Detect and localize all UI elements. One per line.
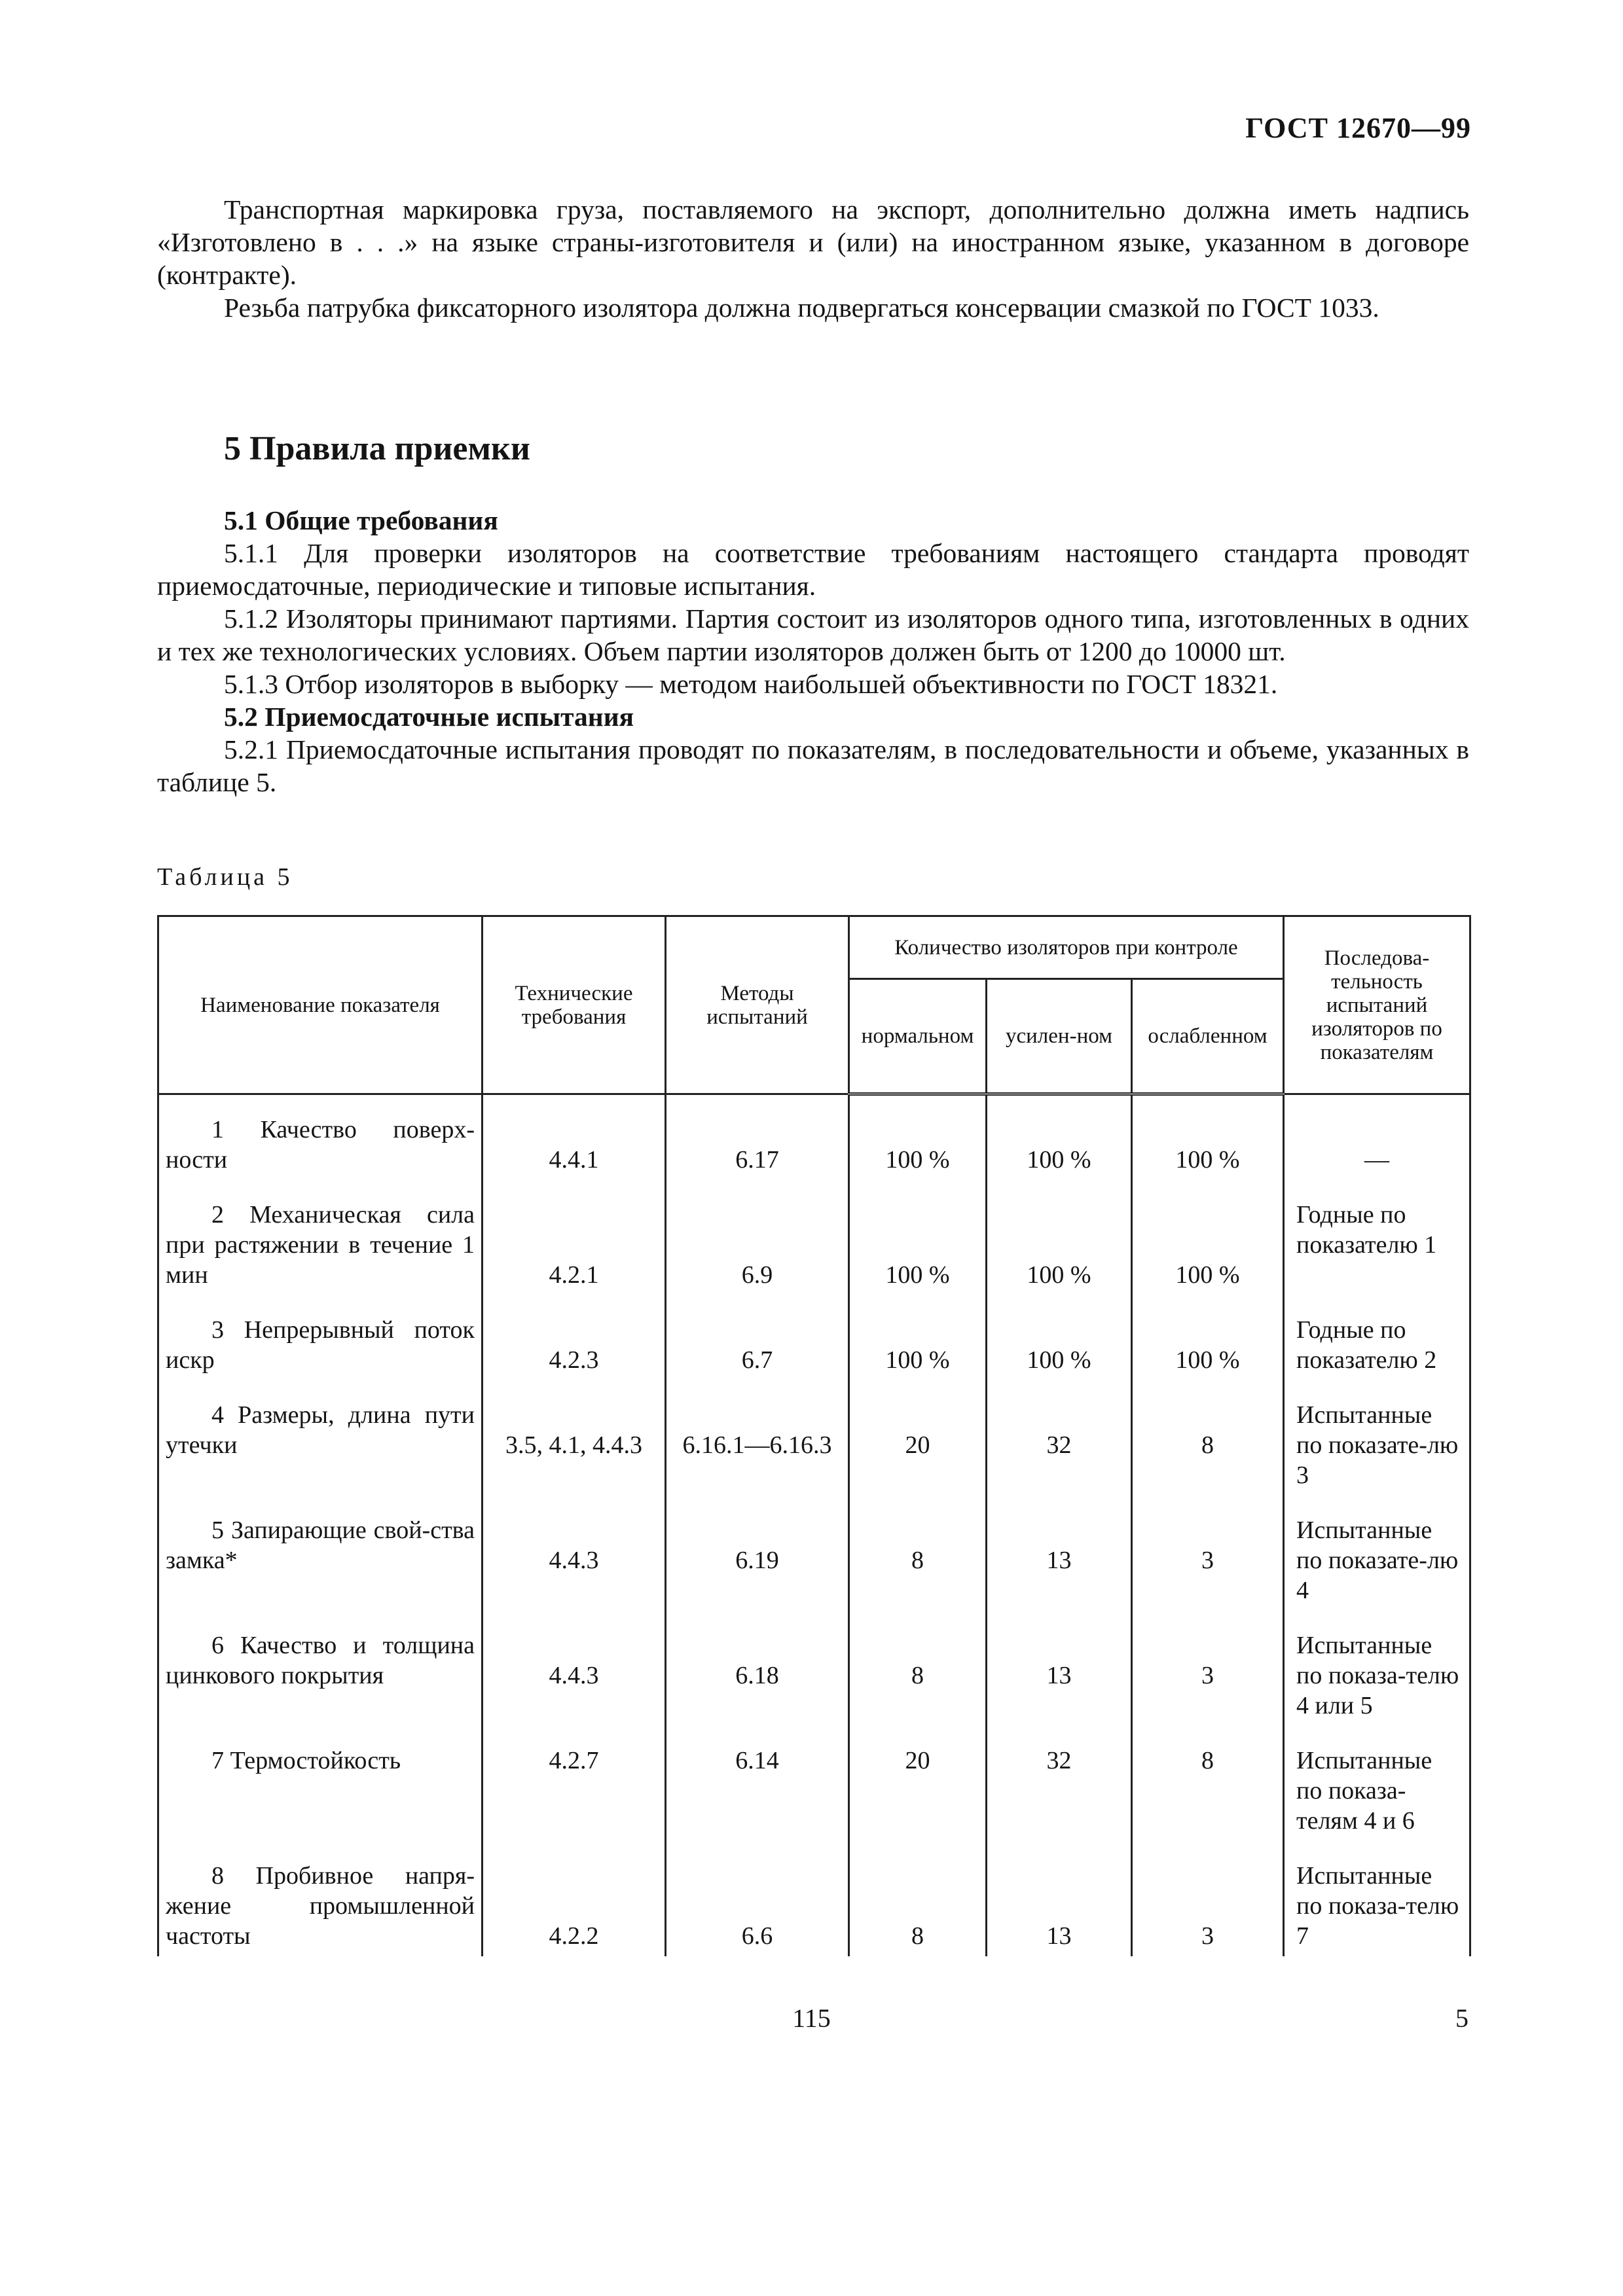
row-strict: 13 xyxy=(987,1611,1132,1726)
row-normal: 100 % xyxy=(849,1094,987,1181)
row-sequence: — xyxy=(1284,1094,1470,1181)
row-strict: 100 % xyxy=(987,1180,1132,1295)
row-tech: 4.4.1 xyxy=(483,1094,666,1181)
clause-5-2-1: 5.2.1 Приемосдаточные испытания проводят по показателям, в последовательности и объеме, указанных в таблице 5. xyxy=(157,734,1469,797)
table-row xyxy=(158,1295,1470,1380)
row-name: 8 Пробивное напря-жение промышленной частоты xyxy=(158,1841,483,1956)
row-sequence: Испытанные по показа-телю 4 или 5 xyxy=(1284,1611,1470,1726)
row-normal: 20 xyxy=(849,1380,987,1496)
table-caption: Таблица 5 xyxy=(157,863,293,891)
row-normal: 8 xyxy=(849,1841,987,1956)
table-row xyxy=(158,1841,1470,1956)
row-normal: 8 xyxy=(849,1611,987,1726)
row-name: 6 Качество и толщина цинкового покрытия xyxy=(158,1611,483,1726)
row-tech: 4.2.3 xyxy=(483,1295,666,1380)
row-normal: 20 xyxy=(849,1726,987,1841)
row-relaxed: 8 xyxy=(1132,1380,1284,1496)
section-body xyxy=(157,504,1469,798)
row-tech: 4.2.7 xyxy=(483,1726,666,1841)
row-method: 6.17 xyxy=(666,1094,849,1181)
row-method: 6.16.1—6.16.3 xyxy=(666,1380,849,1496)
row-relaxed: 3 xyxy=(1132,1496,1284,1611)
row-strict: 100 % xyxy=(987,1094,1132,1181)
header-strict: усилен-ном xyxy=(987,979,1132,1094)
intro-paragraph-marking: Транспортная маркировка груза, поставляемого на экспорт, дополнительно должна иметь надпись «Изготовлено в . . .» на языке страны-изготовителя и (или) на иностранном языке, указанном в договоре (контракте). xyxy=(157,194,1469,290)
page-number-center: 115 xyxy=(792,2003,831,2033)
table-row xyxy=(158,1496,1470,1611)
table-row xyxy=(158,1726,1470,1841)
table-row xyxy=(158,1611,1470,1726)
row-relaxed: 3 xyxy=(1132,1611,1284,1726)
row-strict: 32 xyxy=(987,1380,1132,1496)
row-normal: 100 % xyxy=(849,1295,987,1380)
row-normal: 8 xyxy=(849,1496,987,1611)
row-tech: 4.4.3 xyxy=(483,1611,666,1726)
row-strict: 13 xyxy=(987,1841,1132,1956)
row-sequence: Испытанные по показа-телю 7 xyxy=(1284,1841,1470,1956)
row-name: 5 Запирающие свой-ства замка* xyxy=(158,1496,483,1611)
acceptance-tests-table xyxy=(157,915,1471,1956)
row-relaxed: 100 % xyxy=(1132,1295,1284,1380)
table-row xyxy=(158,1094,1470,1181)
row-relaxed: 100 % xyxy=(1132,1180,1284,1295)
row-tech: 4.2.2 xyxy=(483,1841,666,1956)
row-sequence: Годные по показателю 1 xyxy=(1284,1180,1470,1295)
row-name: 7 Термостойкость xyxy=(158,1726,483,1841)
header-methods: Методы испытаний xyxy=(666,916,849,1094)
row-normal: 100 % xyxy=(849,1180,987,1295)
header-relaxed: ослабленном xyxy=(1132,979,1284,1094)
row-method: 6.19 xyxy=(666,1496,849,1611)
row-tech: 4.2.1 xyxy=(483,1180,666,1295)
clause-5-1-1: 5.1.1 Для проверки изоляторов на соответствие требованиям настоящего стандарта проводят приемосдаточные, периодические и типовые испытания. xyxy=(157,538,1469,601)
section-title: 5 Правила приемки xyxy=(224,430,530,467)
row-name: 3 Непрерывный поток искр xyxy=(158,1295,483,1380)
header-tech-requirements: Технические требования xyxy=(483,916,666,1094)
intro-paragraph-thread: Резьба патрубка фиксаторного изолятора должна подвергаться консервации смазкой по ГОСТ 1033. xyxy=(224,293,1379,323)
row-relaxed: 8 xyxy=(1132,1726,1284,1841)
clause-5-1-3: 5.1.3 Отбор изоляторов в выборку — методом наибольшей объективности по ГОСТ 18321. xyxy=(224,669,1278,699)
clause-5-1-2: 5.1.2 Изоляторы принимают партиями. Партия состоит из изоляторов одного типа, изготовленных в одних и тех же технологических условиях. Объем партии изоляторов должен быть от 1200 до 10000 шт. xyxy=(157,603,1469,666)
row-sequence: Испытанные по показате-лю 4 xyxy=(1284,1496,1470,1611)
header-normal: нормальном xyxy=(849,979,987,1094)
table-body xyxy=(158,1094,1470,1957)
header-count-group: Количество изоляторов при контроле xyxy=(849,916,1284,979)
row-method: 6.7 xyxy=(666,1295,849,1380)
row-strict: 13 xyxy=(987,1496,1132,1611)
row-method: 6.9 xyxy=(666,1180,849,1295)
page-number-right: 5 xyxy=(1455,2003,1468,2033)
subsection-5-1-title: 5.1 Общие требования xyxy=(224,505,498,535)
row-relaxed: 3 xyxy=(1132,1841,1284,1956)
row-strict: 100 % xyxy=(987,1295,1132,1380)
row-method: 6.6 xyxy=(666,1841,849,1956)
header-name: Наименование показателя xyxy=(158,916,483,1094)
row-sequence: Испытанные по показа-телям 4 и 6 xyxy=(1284,1726,1470,1841)
header-sequence: Последова-тельность испытаний изоляторов по показателям xyxy=(1284,916,1470,1094)
row-method: 6.14 xyxy=(666,1726,849,1841)
row-tech: 4.4.3 xyxy=(483,1496,666,1611)
table-row xyxy=(158,1180,1470,1295)
table-row xyxy=(158,1380,1470,1496)
subsection-5-2-title: 5.2 Приемосдаточные испытания xyxy=(224,702,634,732)
row-method: 6.18 xyxy=(666,1611,849,1726)
intro-block xyxy=(157,193,1469,324)
row-strict: 32 xyxy=(987,1726,1132,1841)
row-tech: 3.5, 4.1, 4.4.3 xyxy=(483,1380,666,1496)
standard-code: ГОСТ 12670—99 xyxy=(1245,112,1471,144)
row-name: 1 Качество поверх-ности xyxy=(158,1094,483,1181)
row-name: 2 Механическая сила при растяжении в течение 1 мин xyxy=(158,1180,483,1295)
row-name: 4 Размеры, длина пути утечки xyxy=(158,1380,483,1496)
row-sequence: Испытанные по показате-лю 3 xyxy=(1284,1380,1470,1496)
row-relaxed: 100 % xyxy=(1132,1094,1284,1181)
row-sequence: Годные по показателю 2 xyxy=(1284,1295,1470,1380)
